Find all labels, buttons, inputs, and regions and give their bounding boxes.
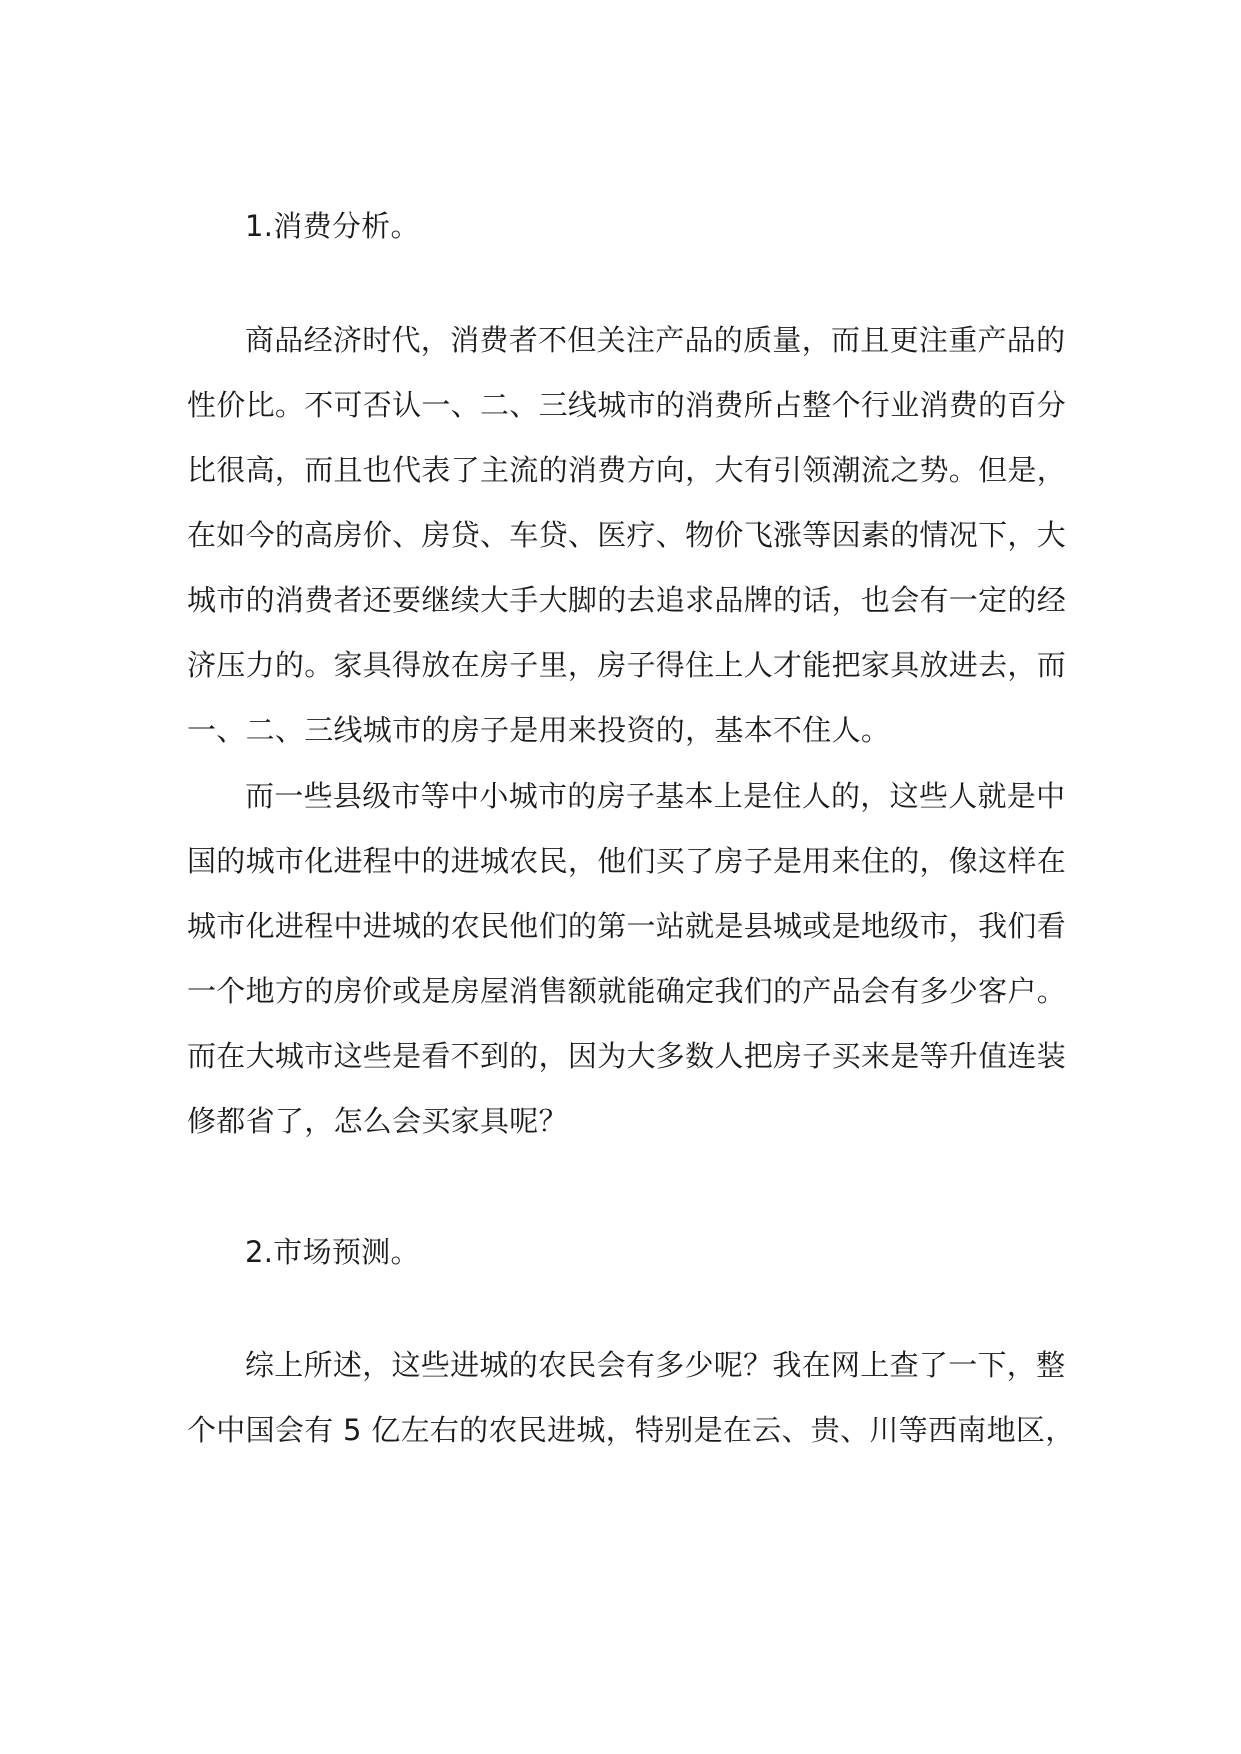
paragraph-line: 性价比。不可否认一、二、三线城市的消费所占整个行业消费的百分 bbox=[187, 388, 1067, 422]
paragraph-3 bbox=[187, 1333, 1075, 1463]
paragraph-line: 综上所述，这些进城的农民会有多少呢？我在网上查了一下，整 bbox=[245, 1348, 1066, 1382]
paragraph-line: 个中国会有 5 亿左右的农民进城，特别是在云、贵、川等西南地区， bbox=[187, 1413, 1075, 1447]
paragraph-line: 一、二、三线城市的房子是用来投资的，基本不住人。 bbox=[187, 713, 891, 747]
paragraph-line: 比很高，而且也代表了主流的消费方向，大有引领潮流之势。但是， bbox=[187, 453, 1067, 487]
paragraph-line: 而在大城市这些是看不到的，因为大多数人把房子买来是等升值连装 bbox=[187, 1039, 1067, 1073]
paragraph-1 bbox=[187, 308, 1067, 763]
paragraph-line: 国的城市化进程中的进城农民，他们买了房子是用来住的，像这样在 bbox=[187, 844, 1067, 878]
paragraph-line: 一个地方的房价或是房屋消售额就能确定我们的产品会有多少客户。 bbox=[187, 974, 1067, 1008]
paragraph-2 bbox=[187, 764, 1067, 1154]
paragraph-line: 济压力的。家具得放在房子里，房子得住上人才能把家具放进去，而 bbox=[187, 648, 1067, 682]
section-heading-2: 2.市场预测。 bbox=[245, 1235, 420, 1269]
paragraph-line: 在如今的高房价、房贷、车贷、医疗、物价飞涨等因素的情况下，大 bbox=[187, 518, 1067, 552]
paragraph-line: 修都省了，怎么会买家具呢？ bbox=[187, 1104, 568, 1138]
paragraph-line: 而一些县级市等中小城市的房子基本上是住人的，这些人就是中 bbox=[245, 779, 1066, 813]
section-heading-1: 1.消费分析。 bbox=[245, 209, 420, 243]
paragraph-line: 城市的消费者还要继续大手大脚的去追求品牌的话，也会有一定的经 bbox=[187, 583, 1067, 617]
paragraph-line: 城市化进程中进城的农民他们的第一站就是县城或是地级市，我们看 bbox=[187, 909, 1067, 943]
paragraph-line: 商品经济时代，消费者不但关注产品的质量，而且更注重产品的 bbox=[245, 323, 1066, 357]
